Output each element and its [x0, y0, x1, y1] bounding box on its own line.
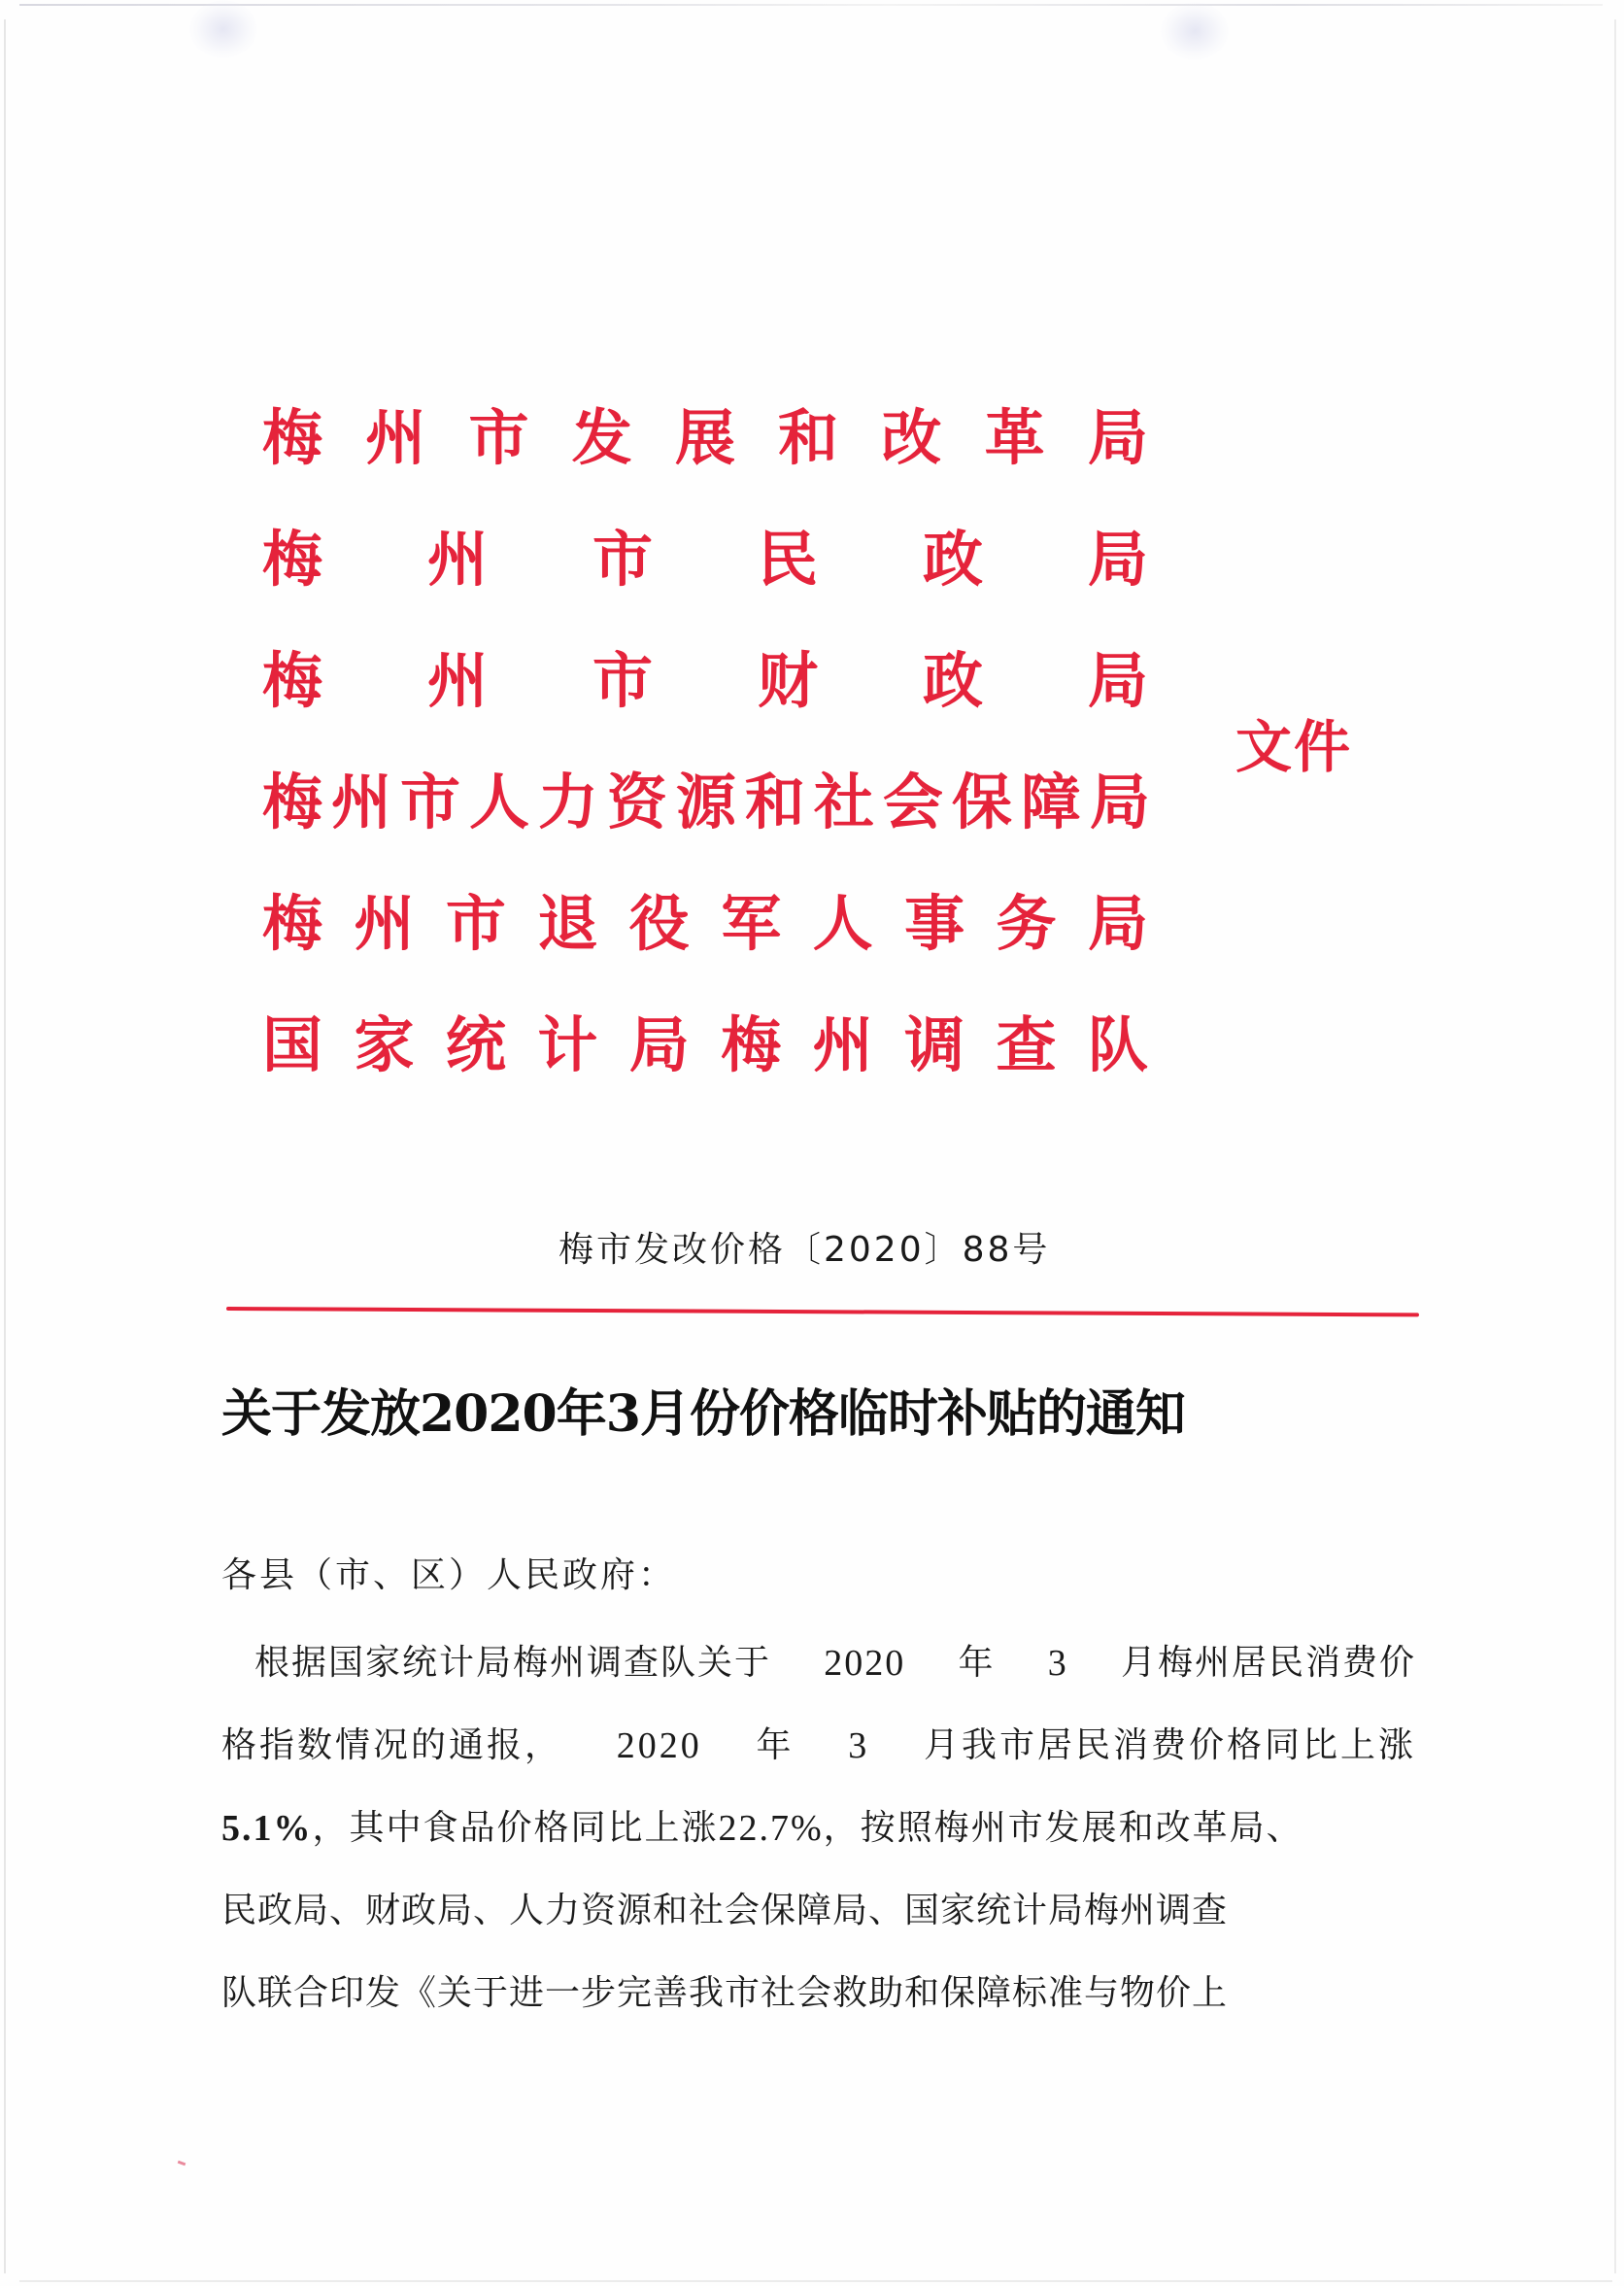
body-line — [221, 1724, 1416, 1807]
body-text-segment: 格指数情况的通报， — [221, 1725, 563, 1765]
body-paragraph — [221, 1642, 1416, 2055]
issuer-char: 革 — [984, 402, 1045, 473]
document-title: 关于发放2020年3月份价格临时补贴的通知 — [221, 1384, 1185, 1444]
issuer-char: 政 — [922, 524, 983, 595]
body-text-segment: 年 — [958, 1643, 996, 1683]
body-number: 3 — [1047, 1643, 1068, 1684]
issuer-char: 梅 — [262, 524, 323, 595]
scan-smudge — [189, 0, 257, 58]
issuer-char: 发 — [571, 402, 632, 473]
issuer-char: 市 — [399, 767, 458, 837]
body-number: 3 — [848, 1725, 870, 1766]
issuer-row-finance — [262, 646, 1148, 768]
issuer-row-development-reform — [262, 403, 1148, 525]
issuer-char: 障 — [1020, 767, 1079, 837]
body-text-segment: 民政局、财政局、人力资源和社会保障局、国家统计局梅州调查 — [221, 1891, 1229, 1930]
issuer-char: 政 — [922, 645, 983, 716]
issuer-char: 计 — [537, 1009, 598, 1080]
issuer-char: 市 — [592, 645, 653, 716]
issuer-char: 军 — [721, 888, 782, 959]
issuer-char: 退 — [537, 888, 598, 959]
body-text-segment: 根据国家统计局梅州调查队关于 — [254, 1643, 772, 1683]
issuer-char: 梅 — [262, 645, 323, 716]
issuer-char: 事 — [904, 888, 965, 959]
issuer-row-civil-affairs — [262, 525, 1148, 646]
issuer-char: 会 — [882, 767, 941, 837]
document-number: 梅市发改价格〔2020〕88号 — [558, 1230, 1051, 1270]
body-text-segment: 队联合印发《关于进一步完善我市社会救助和保障标准与物价上 — [221, 1973, 1229, 2013]
issuer-char: 人 — [812, 888, 873, 959]
issuer-char: 局 — [1087, 645, 1148, 716]
issuer-char: 和 — [744, 767, 803, 837]
issuer-char: 务 — [996, 888, 1057, 959]
body-number: 5.1% — [221, 1808, 313, 1849]
issuer-char: 梅 — [262, 402, 323, 473]
issuer-char: 州 — [426, 645, 488, 716]
issuer-char: 国 — [262, 1009, 323, 1080]
issuer-block — [262, 403, 1148, 1132]
body-text-segment: ，按照梅州市发展和改革局、 — [823, 1808, 1303, 1848]
body-line — [221, 1890, 1416, 1972]
document-type-label: 文件 — [1235, 714, 1353, 780]
issuer-char: 州 — [812, 1009, 873, 1080]
issuer-char: 队 — [1087, 1009, 1148, 1080]
red-divider-rule — [226, 1307, 1419, 1316]
issuer-char: 源 — [675, 767, 734, 837]
scan-edge-bottom — [19, 2280, 1612, 2282]
body-line — [221, 1807, 1416, 1890]
issuer-char: 保 — [951, 767, 1010, 837]
issuer-char: 资 — [606, 767, 665, 837]
issuer-char: 市 — [445, 888, 506, 959]
body-number: 22.7% — [718, 1808, 824, 1849]
body-number: 2020 — [616, 1725, 702, 1766]
issuer-char: 市 — [468, 402, 529, 473]
issuer-char: 役 — [628, 888, 690, 959]
issuer-char: 改 — [881, 402, 942, 473]
issuer-char: 和 — [778, 402, 839, 473]
issuer-char: 局 — [1087, 888, 1148, 959]
issuer-row-human-resources — [262, 768, 1148, 889]
issuer-char: 州 — [330, 767, 389, 837]
issuer-char: 统 — [445, 1009, 506, 1080]
issuer-char: 局 — [1087, 524, 1148, 595]
issuer-char: 家 — [354, 1009, 415, 1080]
body-text-segment: 年 — [756, 1725, 795, 1765]
issuer-char: 州 — [365, 402, 426, 473]
issuer-char: 民 — [757, 524, 818, 595]
body-line — [221, 1642, 1416, 1724]
scan-edge-right — [1614, 19, 1616, 2273]
issuer-char: 局 — [628, 1009, 690, 1080]
body-text-segment: 月梅州居民消费价 — [1120, 1643, 1416, 1683]
issuer-char: 州 — [354, 888, 415, 959]
issuer-char: 梅 — [721, 1009, 782, 1080]
scan-edge-top — [19, 4, 1603, 6]
issuer-char: 州 — [426, 524, 488, 595]
body-text-segment: ，其中食品价格同比上涨 — [312, 1808, 719, 1848]
issuer-char: 局 — [1089, 767, 1148, 837]
issuer-char: 局 — [1087, 402, 1148, 473]
scan-smudge — [1161, 2, 1229, 60]
issuer-char: 梅 — [262, 767, 321, 837]
scan-speck — [178, 2161, 186, 2167]
issuer-row-veterans-affairs — [262, 889, 1148, 1010]
issuer-char: 力 — [537, 767, 596, 837]
issuer-char: 财 — [757, 645, 818, 716]
body-line — [221, 1972, 1416, 2055]
issuer-char: 社 — [813, 767, 872, 837]
scan-edge-left — [4, 19, 6, 2273]
issuer-char: 查 — [996, 1009, 1057, 1080]
issuer-char: 展 — [674, 402, 735, 473]
issuer-char: 市 — [592, 524, 653, 595]
salutation: 各县（市、区）人民政府： — [221, 1555, 677, 1595]
issuer-char: 人 — [468, 767, 527, 837]
body-text-segment: 月我市居民消费价格同比上涨 — [923, 1725, 1416, 1765]
issuer-row-statistics-survey-team — [262, 1010, 1148, 1132]
body-number: 2020 — [824, 1643, 906, 1684]
issuer-char: 梅 — [262, 888, 323, 959]
issuer-char: 调 — [904, 1009, 965, 1080]
